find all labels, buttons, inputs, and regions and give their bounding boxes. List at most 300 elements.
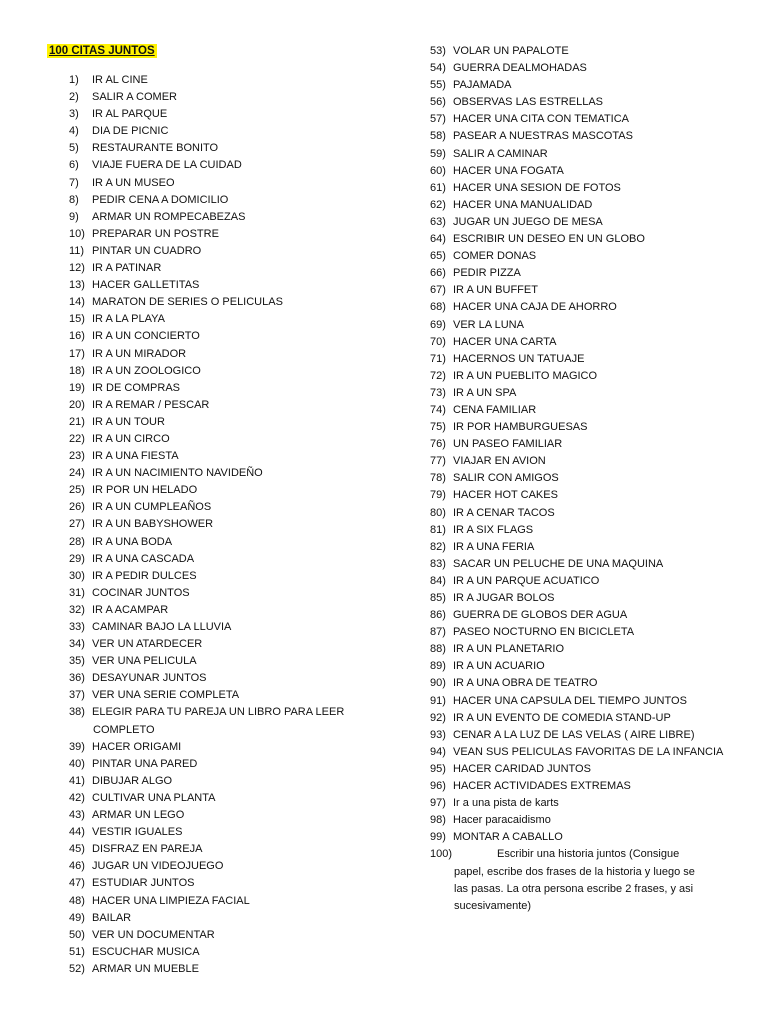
list-item [430, 778, 730, 795]
list-item [69, 209, 389, 226]
item-number: 58) [430, 130, 446, 143]
item-text: IR A UN MIRADOR [92, 347, 187, 360]
item-number: 88) [430, 643, 446, 656]
item-number: 36) [69, 672, 85, 685]
item-number: 93) [430, 728, 446, 741]
item-number: 4) [69, 125, 79, 138]
item-number: 64) [430, 233, 446, 246]
item-text: VEAN SUS PELICULAS FAVORITAS DE LA INFANCIA [453, 745, 724, 758]
item-number: 22) [69, 432, 85, 445]
item-text: ARMAR UN LEGO [92, 809, 185, 822]
item-text: IR A UN NACIMIENTO NAVIDEÑO [92, 467, 263, 480]
item-text: IR A UN ZOOLOGICO [92, 364, 201, 377]
item-number: 99) [430, 831, 446, 844]
item-text: VESTIR IGUALES [92, 826, 183, 839]
item-text: IR A UN TOUR [92, 415, 165, 428]
item-number: 23) [69, 450, 85, 463]
item-text: IR A UNA OBRA DE TEATRO [453, 677, 598, 690]
item-text: PASEO NOCTURNO EN BICICLETA [453, 626, 635, 639]
item-number: 86) [430, 609, 446, 622]
item-text: VER UN ATARDECER [92, 638, 203, 651]
list-item [69, 602, 389, 619]
list-item [69, 465, 389, 482]
list-item [69, 226, 389, 243]
item-text: IR A UN BABYSHOWER [92, 518, 214, 531]
item-text: HACER UNA CITA CON TEMATICA [453, 113, 630, 126]
item-text: PAJAMADA [453, 79, 512, 92]
item-text: CULTIVAR UNA PLANTA [92, 791, 216, 804]
item-number: 94) [430, 745, 446, 758]
item-text: VER UNA SERIE COMPLETA [92, 689, 240, 702]
item-text: HACER UNA MANUALIDAD [453, 198, 593, 211]
list-item [430, 368, 730, 385]
item-text: IR A UN ACUARIO [453, 660, 545, 673]
list-item [69, 277, 389, 294]
item-number: 12) [69, 262, 85, 275]
item-text: IR A REMAR / PESCAR [92, 398, 210, 411]
list-item [430, 761, 730, 778]
item-text: Ir a una pista de karts [453, 797, 559, 810]
item-text: IR POR UN HELADO [92, 484, 198, 497]
item-number: 83) [430, 557, 446, 570]
list-item [69, 431, 389, 448]
list-item [430, 299, 730, 316]
item-text: HACER CARIDAD JUNTOS [453, 762, 591, 775]
list-item [430, 522, 730, 539]
list-item [430, 470, 730, 487]
list-item [430, 487, 730, 504]
list-item [69, 448, 389, 465]
item-text: IR A UN CONCIERTO [92, 330, 200, 343]
item-text: IR A UNA BODA [92, 535, 173, 548]
list-item [430, 795, 730, 812]
item-text: HACERNOS UN TATUAJE [453, 352, 585, 365]
list-item [430, 829, 730, 846]
list-item [430, 812, 730, 829]
item-number: 8) [69, 193, 79, 206]
list-item [430, 43, 730, 60]
list-item [69, 140, 389, 157]
item-text: ESCUCHAR MUSICA [92, 945, 200, 958]
item-number: 19) [69, 381, 85, 394]
item-text: VER LA LUNA [453, 318, 524, 331]
item-text: HACER HOT CAKES [453, 489, 558, 502]
item-text: BAILAR [92, 911, 132, 924]
list-item [430, 453, 730, 470]
list-item [430, 744, 730, 761]
item-number: 59) [430, 147, 446, 160]
item-text: IR A UN PUEBLITO MAGICO [453, 369, 598, 382]
item-text: HACER UNA CARTA [453, 335, 557, 348]
list-item [69, 910, 389, 927]
list-item [69, 636, 389, 653]
item-number: 63) [430, 215, 446, 228]
item-text: IR A PATINAR [92, 262, 162, 275]
item-text: RESTAURANTE BONITO [92, 142, 219, 155]
list-item [69, 773, 389, 790]
list-item [69, 311, 389, 328]
list-item [69, 670, 389, 687]
list-item [69, 499, 389, 516]
list-item [69, 687, 389, 704]
list-item [430, 505, 730, 522]
item-number: 96) [430, 780, 446, 793]
item-text: Hacer paracaidismo [453, 814, 551, 827]
item-text: IR A UN PARQUE ACUATICO [453, 574, 600, 587]
list-item [69, 482, 389, 499]
item-number: 70) [430, 335, 446, 348]
list-item [69, 72, 389, 89]
item-number: 9) [69, 210, 79, 223]
list-item [69, 568, 389, 585]
list-item [69, 260, 389, 277]
list-column-left [69, 72, 389, 978]
item-number: 65) [430, 250, 446, 263]
list-item [430, 197, 730, 214]
item-text: IR A UNA FERIA [453, 540, 535, 553]
item-text: COCINAR JUNTOS [92, 586, 190, 599]
list-item [69, 858, 389, 875]
item-text: SALIR A COMER [92, 91, 177, 104]
item-text: IR A JUGAR BOLOS [453, 592, 555, 604]
item-number: 69) [430, 318, 446, 331]
item-number: 43) [69, 809, 85, 822]
list-item [430, 607, 730, 624]
list-item [430, 641, 730, 658]
list-item [430, 77, 730, 94]
list-item [430, 94, 730, 111]
list-item [430, 111, 730, 128]
item-number: 2) [69, 91, 79, 104]
list-item [430, 163, 730, 180]
item-number: 98) [430, 814, 446, 827]
list-item [430, 231, 730, 248]
item-number: 27) [69, 518, 85, 531]
item-number: 85) [430, 592, 446, 604]
list-item [430, 710, 730, 727]
item-number: 11) [69, 244, 85, 257]
list-item [430, 214, 730, 231]
list-item [69, 157, 389, 174]
list-item [430, 539, 730, 556]
list-item [430, 624, 730, 641]
item-text: HACER ORIGAMI [92, 740, 182, 753]
item-text: SALIR CON AMIGOS [453, 472, 559, 485]
item-number: 1) [69, 74, 79, 86]
item-number: 44) [69, 826, 85, 839]
item-text: PEDIR CENA A DOMICILIO [92, 193, 229, 206]
list-item [69, 175, 389, 192]
list-item [69, 927, 389, 944]
item-text: VOLAR UN PAPALOTE [453, 45, 569, 57]
page-title: 100 CITAS JUNTOS [49, 45, 155, 57]
list-item [69, 961, 389, 978]
item-number: 26) [69, 501, 85, 514]
list-item [69, 585, 389, 602]
list-item [69, 192, 389, 209]
item-number: 16) [69, 330, 85, 343]
item-number: 30) [69, 569, 85, 582]
item-text-continuation: papel, escribe dos frases de la historia y luego se [454, 865, 695, 878]
item-number: 31) [69, 586, 85, 599]
item-text: ARMAR UN ROMPECABEZAS [92, 210, 246, 223]
item-text: OBSERVAS LAS ESTRELLAS [453, 96, 603, 109]
item-text: HACER UNA LIMPIEZA FACIAL [92, 894, 250, 907]
list-item [430, 282, 730, 299]
item-text: IR A CENAR TACOS [453, 506, 555, 519]
item-number: 68) [430, 301, 446, 314]
list-item [69, 807, 389, 824]
item-text: VIAJAR EN AVION [453, 455, 546, 468]
item-number: 7) [69, 176, 79, 189]
list-item [430, 675, 730, 692]
list-item [69, 875, 389, 892]
list-item [69, 824, 389, 841]
item-text: GUERRA DE GLOBOS DER AGUA [453, 609, 628, 622]
list-item [69, 363, 389, 380]
item-number: 72) [430, 369, 446, 382]
item-number: 71) [430, 352, 446, 365]
item-text: IR A UNA FIESTA [92, 450, 179, 463]
item-text: ESTUDIAR JUNTOS [92, 877, 195, 890]
item-number: 77) [430, 455, 446, 468]
list-item [430, 385, 730, 402]
item-text: IR A SIX FLAGS [453, 523, 534, 536]
item-text: JUGAR UN VIDEOJUEGO [92, 860, 224, 873]
list-item [69, 106, 389, 123]
item-text: IR AL CINE [92, 74, 148, 86]
item-number: 10) [69, 227, 85, 240]
item-text: HACER ACTIVIDADES EXTREMAS [453, 780, 631, 793]
list-item [430, 590, 730, 607]
list-item [69, 653, 389, 670]
item-number: 54) [430, 62, 446, 75]
item-number: 100) [430, 848, 453, 861]
item-text: VER UNA PELICULA [92, 655, 197, 668]
item-number: 3) [69, 108, 79, 121]
item-number: 92) [430, 711, 446, 724]
item-text: COMER DONAS [453, 250, 537, 263]
item-text: DIA DE PICNIC [92, 125, 169, 138]
item-number: 39) [69, 740, 85, 753]
item-number: 5) [69, 142, 79, 155]
item-text: IR A UN SPA [453, 386, 517, 399]
list-item [69, 414, 389, 431]
item-text: PEDIR PIZZA [453, 267, 521, 280]
item-text: CENAR A LA LUZ DE LAS VELAS ( AIRE LIBRE) [453, 728, 695, 741]
list-item [430, 317, 730, 334]
item-number: 49) [69, 911, 85, 924]
item-text: UN PASEO FAMILIAR [453, 438, 563, 451]
list-item [69, 790, 389, 807]
list-item [69, 123, 389, 140]
item-text: IR A UNA CASCADA [92, 552, 195, 565]
item-number: 14) [69, 296, 85, 309]
list-item [69, 328, 389, 345]
item-number: 6) [69, 159, 79, 172]
item-text: IR A ACAMPAR [92, 603, 169, 616]
item-text: ELEGIR PARA TU PAREJA UN LIBRO PARA LEER [92, 706, 345, 719]
item-number: 28) [69, 535, 85, 548]
item-number: 40) [69, 757, 85, 770]
item-number: 56) [430, 96, 446, 109]
item-text: MONTAR A CABALLO [453, 831, 563, 844]
list-item [430, 60, 730, 77]
list-item [69, 841, 389, 858]
item-number: 24) [69, 467, 85, 480]
item-number: 38) [69, 706, 85, 719]
item-number: 79) [430, 489, 446, 502]
item-text: SACAR UN PELUCHE DE UNA MAQUINA [453, 557, 664, 570]
list-item [430, 146, 730, 163]
item-number: 52) [69, 962, 85, 975]
item-text: IR AL PARQUE [92, 108, 168, 121]
list-item [69, 704, 389, 738]
item-text: IR POR HAMBURGUESAS [453, 421, 588, 434]
item-number: 75) [430, 421, 446, 434]
item-text: CENA FAMILIAR [453, 403, 537, 416]
item-number: 80) [430, 506, 446, 519]
list-item [430, 727, 730, 744]
item-text: JUGAR UN JUEGO DE MESA [453, 215, 603, 228]
item-text: HACER GALLETITAS [92, 279, 200, 292]
item-text: HACER UNA CAPSULA DEL TIEMPO JUNTOS [453, 694, 687, 707]
item-number: 73) [430, 386, 446, 399]
item-number: 13) [69, 279, 85, 292]
item-text: PINTAR UNA PARED [92, 757, 198, 770]
item-number: 53) [430, 45, 446, 57]
item-number: 61) [430, 181, 446, 194]
item-text: HACER UNA SESION DE FOTOS [453, 181, 621, 194]
list-item [69, 551, 389, 568]
item-number: 46) [69, 860, 85, 873]
item-number: 20) [69, 398, 85, 411]
list-item [430, 402, 730, 419]
item-number: 50) [69, 928, 85, 941]
item-text: GUERRA DEALMOHADAS [453, 62, 587, 75]
item-text: PREPARAR UN POSTRE [92, 227, 219, 240]
item-number: 67) [430, 284, 446, 297]
item-number: 17) [69, 347, 85, 360]
item-number: 42) [69, 791, 85, 804]
list-item [69, 89, 389, 106]
item-number: 60) [430, 164, 446, 177]
list-item [430, 128, 730, 145]
item-number: 90) [430, 677, 446, 690]
item-number: 74) [430, 403, 446, 416]
item-text: IR A UN CUMPLEAÑOS [92, 501, 212, 514]
item-text-continuation: las pasas. La otra persona escribe 2 frases, y asi [454, 882, 694, 895]
item-number: 89) [430, 660, 446, 673]
item-number: 84) [430, 574, 446, 587]
list-item [69, 516, 389, 533]
list-item [430, 248, 730, 265]
list-item [69, 397, 389, 414]
item-text: IR A UN BUFFET [453, 284, 538, 297]
list-item [430, 180, 730, 197]
item-number: 51) [69, 945, 85, 958]
item-text: DIBUJAR ALGO [92, 774, 173, 787]
list-item [430, 419, 730, 436]
item-number: 62) [430, 198, 446, 211]
list-item [69, 739, 389, 756]
item-number: 35) [69, 655, 85, 668]
item-number: 37) [69, 689, 85, 702]
item-number: 15) [69, 313, 85, 326]
list-item [69, 534, 389, 551]
item-text: IR A UN MUSEO [92, 176, 175, 189]
item-number: 76) [430, 438, 446, 451]
list-item [69, 619, 389, 636]
item-text: MARATON DE SERIES O PELICULAS [92, 296, 283, 309]
list-item [430, 693, 730, 710]
item-number: 34) [69, 638, 85, 651]
list-item [430, 556, 730, 573]
item-text: IR A UN PLANETARIO [453, 643, 565, 656]
item-text: ESCRIBIR UN DESEO EN UN GLOBO [453, 233, 645, 246]
list-item [69, 756, 389, 773]
item-number: 32) [69, 603, 85, 616]
item-text: Escribir una historia juntos (Consigue [497, 848, 680, 861]
item-text: IR A LA PLAYA [92, 313, 165, 326]
item-number: 41) [69, 774, 85, 787]
item-text: IR A UN CIRCO [92, 432, 170, 445]
item-number: 48) [69, 894, 85, 907]
list-item [430, 573, 730, 590]
item-text: HACER UNA CAJA DE AHORRO [453, 301, 617, 314]
item-text: DISFRAZ EN PAREJA [92, 843, 203, 856]
item-number: 91) [430, 694, 446, 707]
item-number: 82) [430, 540, 446, 553]
item-text: IR A PEDIR DULCES [92, 569, 197, 582]
item-text: VER UN DOCUMENTAR [92, 928, 215, 941]
item-text: IR DE COMPRAS [92, 381, 181, 394]
item-number: 78) [430, 472, 446, 485]
item-number: 33) [69, 621, 85, 633]
item-text: CAMINAR BAJO LA LLUVIA [92, 621, 232, 633]
item-number: 81) [430, 523, 446, 536]
item-text: PINTAR UN CUADRO [92, 244, 202, 257]
list-item [430, 351, 730, 368]
item-number: 18) [69, 364, 85, 377]
list-item [69, 294, 389, 311]
item-text-continuation: COMPLETO [93, 723, 155, 736]
item-number: 25) [69, 484, 85, 497]
item-text: DESAYUNAR JUNTOS [92, 672, 207, 685]
list-item [69, 944, 389, 961]
list-item [430, 436, 730, 453]
list-item [430, 658, 730, 675]
list-column-right [430, 43, 730, 914]
item-number: 45) [69, 843, 85, 856]
item-number: 47) [69, 877, 85, 890]
item-text: VIAJE FUERA DE LA CUIDAD [92, 159, 242, 172]
item-number: 55) [430, 79, 446, 92]
list-item [69, 380, 389, 397]
item-number: 97) [430, 797, 446, 810]
list-item [69, 243, 389, 260]
item-number: 21) [69, 415, 85, 428]
item-text: SALIR A CAMINAR [453, 147, 548, 160]
list-item [430, 265, 730, 282]
item-text: IR A UN EVENTO DE COMEDIA STAND-UP [453, 711, 671, 724]
item-text-continuation: sucesivamente) [454, 899, 532, 912]
item-number: 57) [430, 113, 446, 126]
item-text: PASEAR A NUESTRAS MASCOTAS [453, 130, 633, 143]
list-item [69, 893, 389, 910]
item-text: HACER UNA FOGATA [453, 164, 564, 177]
item-number: 29) [69, 552, 85, 565]
